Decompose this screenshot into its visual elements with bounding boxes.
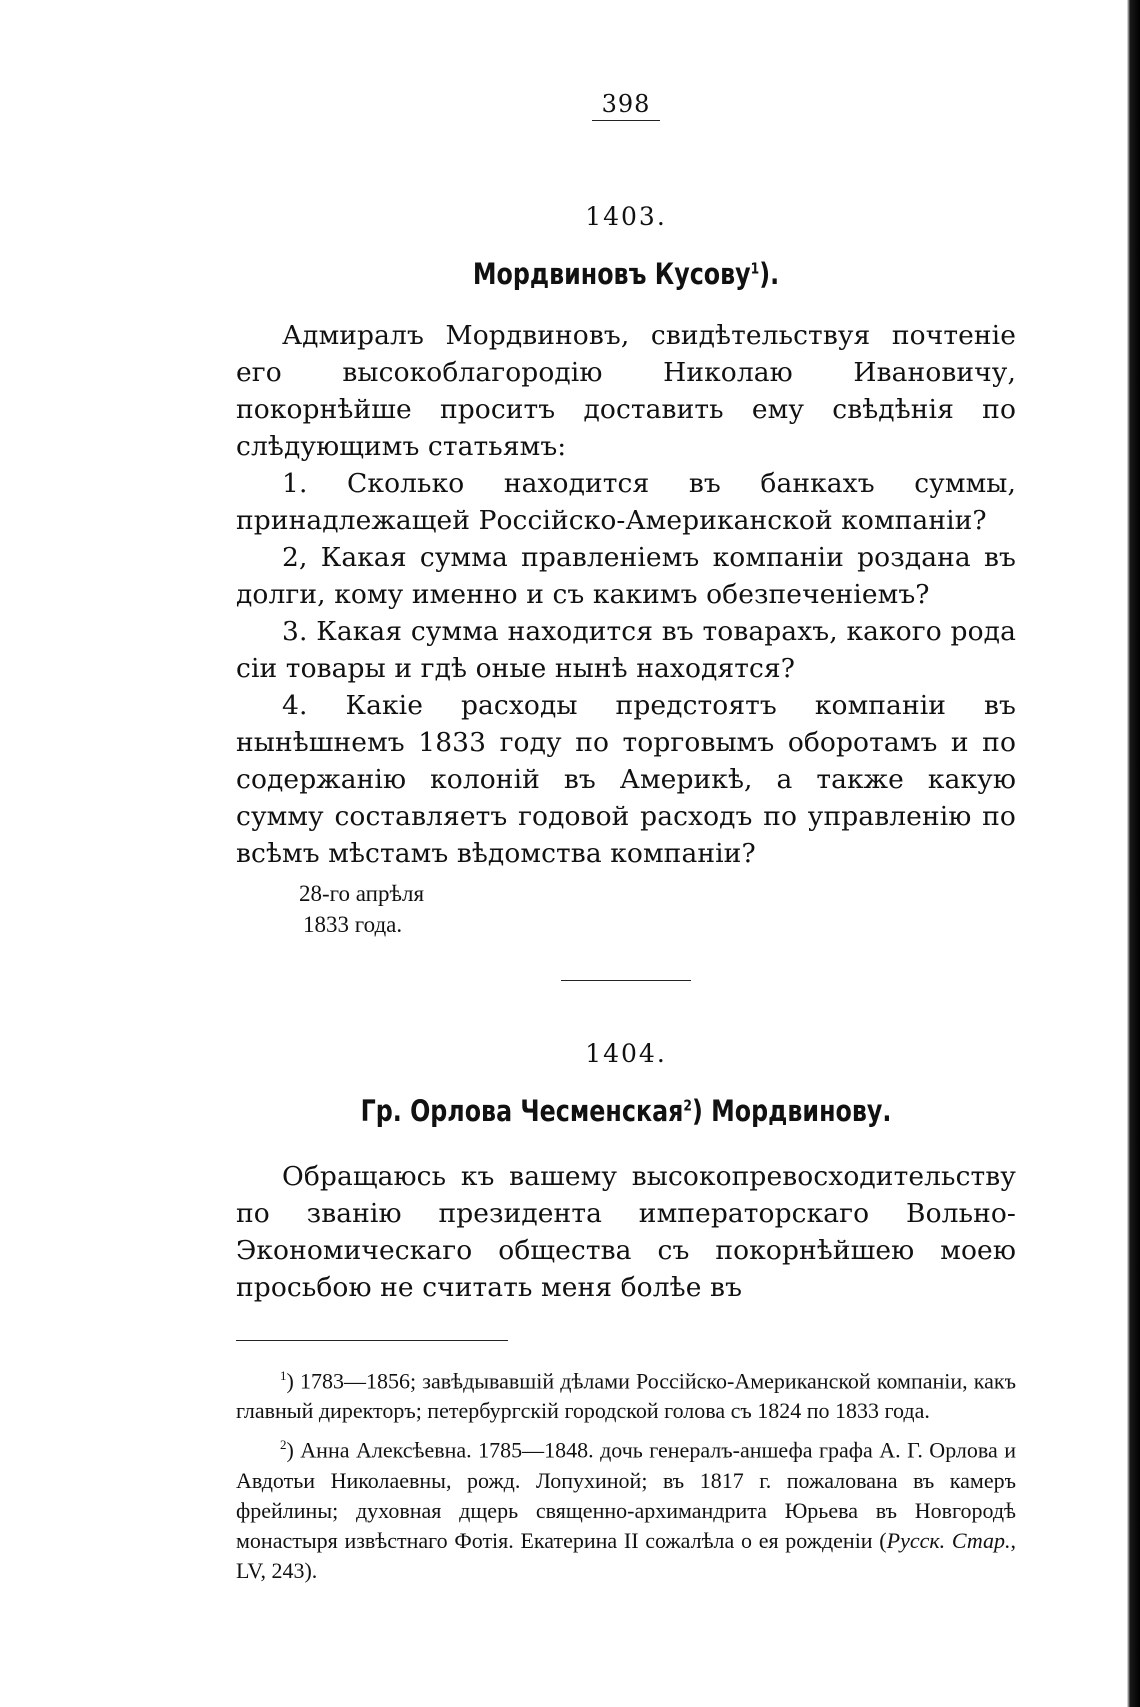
document-number: 1404. bbox=[585, 1039, 667, 1068]
list-item: 1. Сколько находится въ банкахъ суммы, принадлежащей Россійско-Американской компаніи? bbox=[236, 468, 1016, 536]
letter-date: 28-го апрѣля 1833 года. bbox=[299, 881, 425, 937]
paragraph: Обращаюсь къ вашему высокопревосходительству по званію президента императорскаго Вольно-Экономическаго общества съ покорнѣйшею моею просьбою не считать меня болѣе въ bbox=[236, 1161, 1016, 1303]
list-item: 2, Какая сумма правленіемъ компаніи роздана въ долги, кому именно и съ какимъ обезпеченіемъ? bbox=[236, 542, 1016, 610]
scan-edge-shadow bbox=[1118, 0, 1140, 1707]
letter-body bbox=[236, 1158, 1016, 1306]
section-divider bbox=[561, 980, 691, 981]
footnote-rule bbox=[236, 1340, 508, 1341]
document-number: 1403. bbox=[585, 202, 667, 231]
paragraph: Адмиралъ Мордвиновъ, свидѣтельствуя почтеніе его высокоблагородію Николаю Ивановичу, покорнѣйше проситъ доставить ему свѣдѣнія по слѣдующимъ статьямъ: bbox=[236, 320, 1016, 462]
footnote: $^1$) 1783—1856; завѣдывавшій дѣлами Россійско-Американской компаніи, какъ главный директоръ; петербургскій городской голова съ 1824 по 1833 года. bbox=[236, 1368, 1016, 1424]
list-item: 3. Какая сумма находится въ товарахъ, какого рода сіи товары и гдѣ оные нынѣ находятся? bbox=[236, 616, 1016, 684]
list-item: 4. Какіе расходы предстоятъ компаніи въ нынѣшнемъ 1833 году по торговымъ оборотамъ и по содержанію колоній въ Америкѣ, а также какую сумму составляетъ годовой расходъ по управленію по всѣмъ мѣстамъ вѣдомства компаніи? bbox=[236, 690, 1016, 869]
letter-body bbox=[236, 317, 1016, 872]
book-page bbox=[236, 90, 1016, 1590]
source-citation: Русск. Стар. bbox=[886, 1527, 1011, 1553]
footnote-ref: 2 bbox=[683, 1096, 692, 1115]
footnote-ref: 1 bbox=[750, 259, 760, 278]
document-title: Мордвиновъ Кусову$^1$). bbox=[472, 257, 780, 291]
footnotes bbox=[236, 1361, 1016, 1586]
footnote: $^2$) Анна Алексѣевна. 1785—1848. дочь генералъ-аншефа графа А. Г. Орлова и Авдотьи Николаевны, рожд. Лопухиной; въ 1817 г. пожалована въ камеръ фрейлины; духовная дщерь священно-архимандрита Юрьева въ Новгородѣ монастыря извѣстнаго Фотія. Екатерина II сожалѣла о ея рожденіи (Русск. Стар., LV, 243). bbox=[236, 1437, 1017, 1583]
document-title: Гр. Орлова Чесменская$^2$) Мордвинову. bbox=[360, 1094, 892, 1128]
page-number: 398 bbox=[236, 90, 1016, 130]
